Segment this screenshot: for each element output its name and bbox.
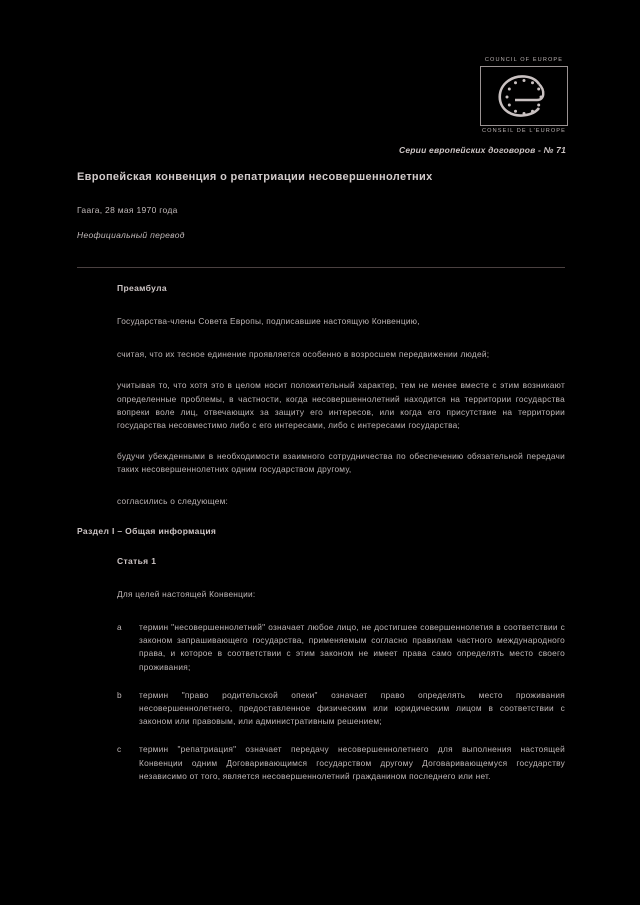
preamble-closing: согласились о следующем: — [117, 495, 229, 506]
list-item-text: термин "право родительской опеки" означает право определять место проживания несовершеннолетнего, предоставленное физическим или юридическим лицом в соответствии с законом или правовым, или административным решением; — [139, 689, 565, 727]
council-of-europe-logo — [478, 56, 570, 136]
list-item-marker: b — [117, 689, 122, 700]
list-item-marker: c — [117, 744, 122, 755]
page-title: Европейская конвенция о репатриации несовершеннолетних — [77, 171, 433, 183]
list-item — [117, 743, 565, 783]
list-item — [117, 621, 565, 674]
logo-emblem-box — [480, 66, 568, 126]
list-item — [117, 689, 565, 729]
council-of-europe-emblem — [481, 67, 567, 125]
article-intro: Для целей настоящей Конвенции: — [117, 588, 256, 599]
translation-note: Неофициальный перевод — [77, 230, 185, 240]
place-and-date: Гаага, 28 мая 1970 года — [77, 205, 178, 215]
list-item-text: термин "несовершеннолетний" означает любое лицо, не достигшее совершеннолетия в соответствии с законом запрашивающего государства, применяемым согласно правилам частного международного права, и которое в соответствии с этим законом не имеет права само определять место своего проживания; — [139, 622, 565, 672]
document-body — [0, 283, 640, 783]
treaty-series-line: Серии европейских договоров - № 71 — [399, 145, 566, 155]
article-heading: Статья 1 — [117, 555, 157, 566]
preamble-paragraph-2: учитывая то, что хотя это в целом носит положительный характер, тем не менее вместе с этим возникают определенные проблемы, в частности, когда несовершеннолетний находится на территории государства вопреки воле лиц, отвечающих за защиту его интересов, или когда его присутствие на территории государства несовместимо либо с его интересами, либо с интересами государства; — [117, 380, 565, 431]
horizontal-divider — [77, 267, 565, 268]
definitions-list — [117, 621, 565, 783]
logo-top-caption: COUNCIL OF EUROPE — [484, 57, 564, 63]
section-heading: Раздел I – Общая информация — [77, 525, 217, 536]
preamble-heading: Преамбула — [117, 283, 167, 293]
preamble-opening: Государства-члены Совета Европы, подписавшие настоящую Конвенцию, — [117, 316, 420, 326]
list-item-text: термин "репатриация" означает передачу несовершеннолетнего для выполнения настоящей Конвенции одним Договаривающимся государством другому Договаривающемуся государству независимо от того, является несовершеннолетний гражданином последнего или нет. — [139, 744, 565, 781]
preamble-paragraph-1: считая, что их тесное единение проявляется особенно в возросшем передвижении людей; — [117, 349, 490, 360]
list-item-marker: a — [117, 622, 122, 633]
preamble-paragraph-3: будучи убежденными в необходимости взаимного сотрудничества по обеспечению обязательной передачи таких несовершеннолетних одним государством другому, — [117, 451, 565, 475]
logo-bottom-caption: CONSEIL DE L'EUROPE — [482, 128, 566, 134]
